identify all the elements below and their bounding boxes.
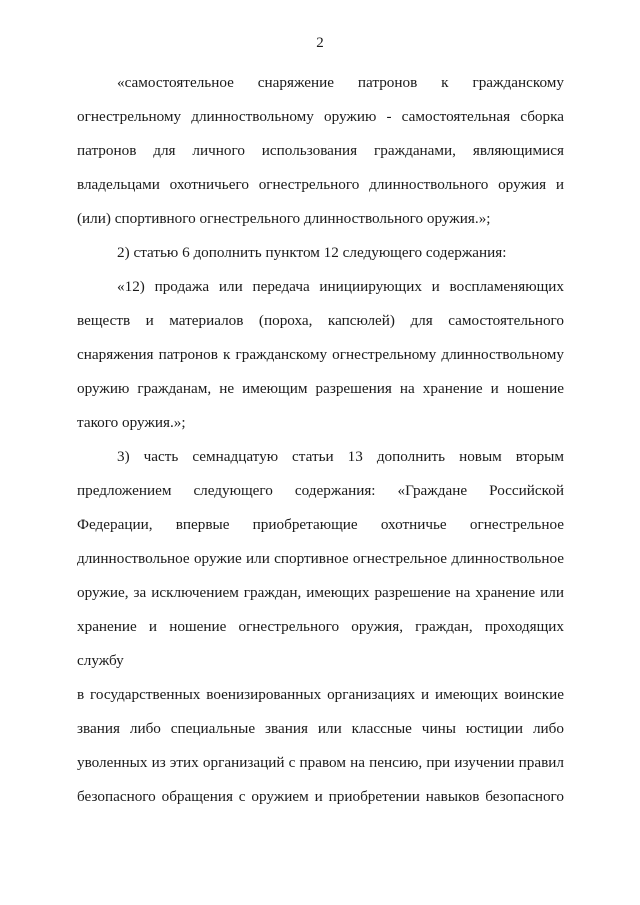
text-line: в государственных военизированных организациях и имеющих воинские bbox=[77, 686, 564, 703]
text-line: Федерации, впервые приобретающие охотничье огнестрельное bbox=[77, 516, 564, 533]
text-line: патронов для личного использования гражданами, являющимися bbox=[77, 142, 564, 159]
text-line: веществ и материалов (пороха, капсюлей) для самостоятельного bbox=[77, 312, 564, 329]
page-number: 2 bbox=[316, 35, 324, 51]
text-line: снаряжения патронов к гражданскому огнестрельному длинноствольному bbox=[77, 346, 564, 363]
text-line: такого оружия.»; bbox=[77, 414, 186, 431]
text-line: владельцами охотничьего огнестрельного длинноствольного оружия и bbox=[77, 176, 564, 193]
text-line: звания либо специальные звания или классные чины юстиции либо bbox=[77, 720, 564, 737]
text-line: длинноствольное оружие или спортивное огнестрельное длинноствольное bbox=[77, 550, 564, 567]
text-line: предложением следующего содержания: «Граждане Российской bbox=[77, 482, 564, 499]
text-line: «12) продажа или передача инициирующих и воспламеняющих bbox=[117, 278, 564, 295]
text-line: огнестрельному длинноствольному оружию - самостоятельная сборка bbox=[77, 108, 564, 125]
text-line: 2) статью 6 дополнить пунктом 12 следующего содержания: bbox=[117, 244, 507, 261]
text-line: уволенных из этих организаций с правом на пенсию, при изучении правил bbox=[77, 754, 564, 771]
text-line: безопасного обращения с оружием и приобретении навыков безопасного bbox=[77, 788, 564, 805]
document-body bbox=[77, 66, 564, 814]
text-line: (или) спортивного огнестрельного длинноствольного оружия.»; bbox=[77, 210, 491, 227]
text-line: «самостоятельное снаряжение патронов к гражданскому bbox=[117, 74, 564, 91]
text-line: 3) часть семнадцатую статьи 13 дополнить новым вторым bbox=[117, 448, 564, 465]
text-line: оружие, за исключением граждан, имеющих разрешение на хранение или bbox=[77, 584, 564, 601]
text-line: оружию гражданам, не имеющим разрешения на хранение и ношение bbox=[77, 380, 564, 397]
text-line: хранение и ношение огнестрельного оружия, граждан, проходящих службу bbox=[77, 618, 564, 669]
